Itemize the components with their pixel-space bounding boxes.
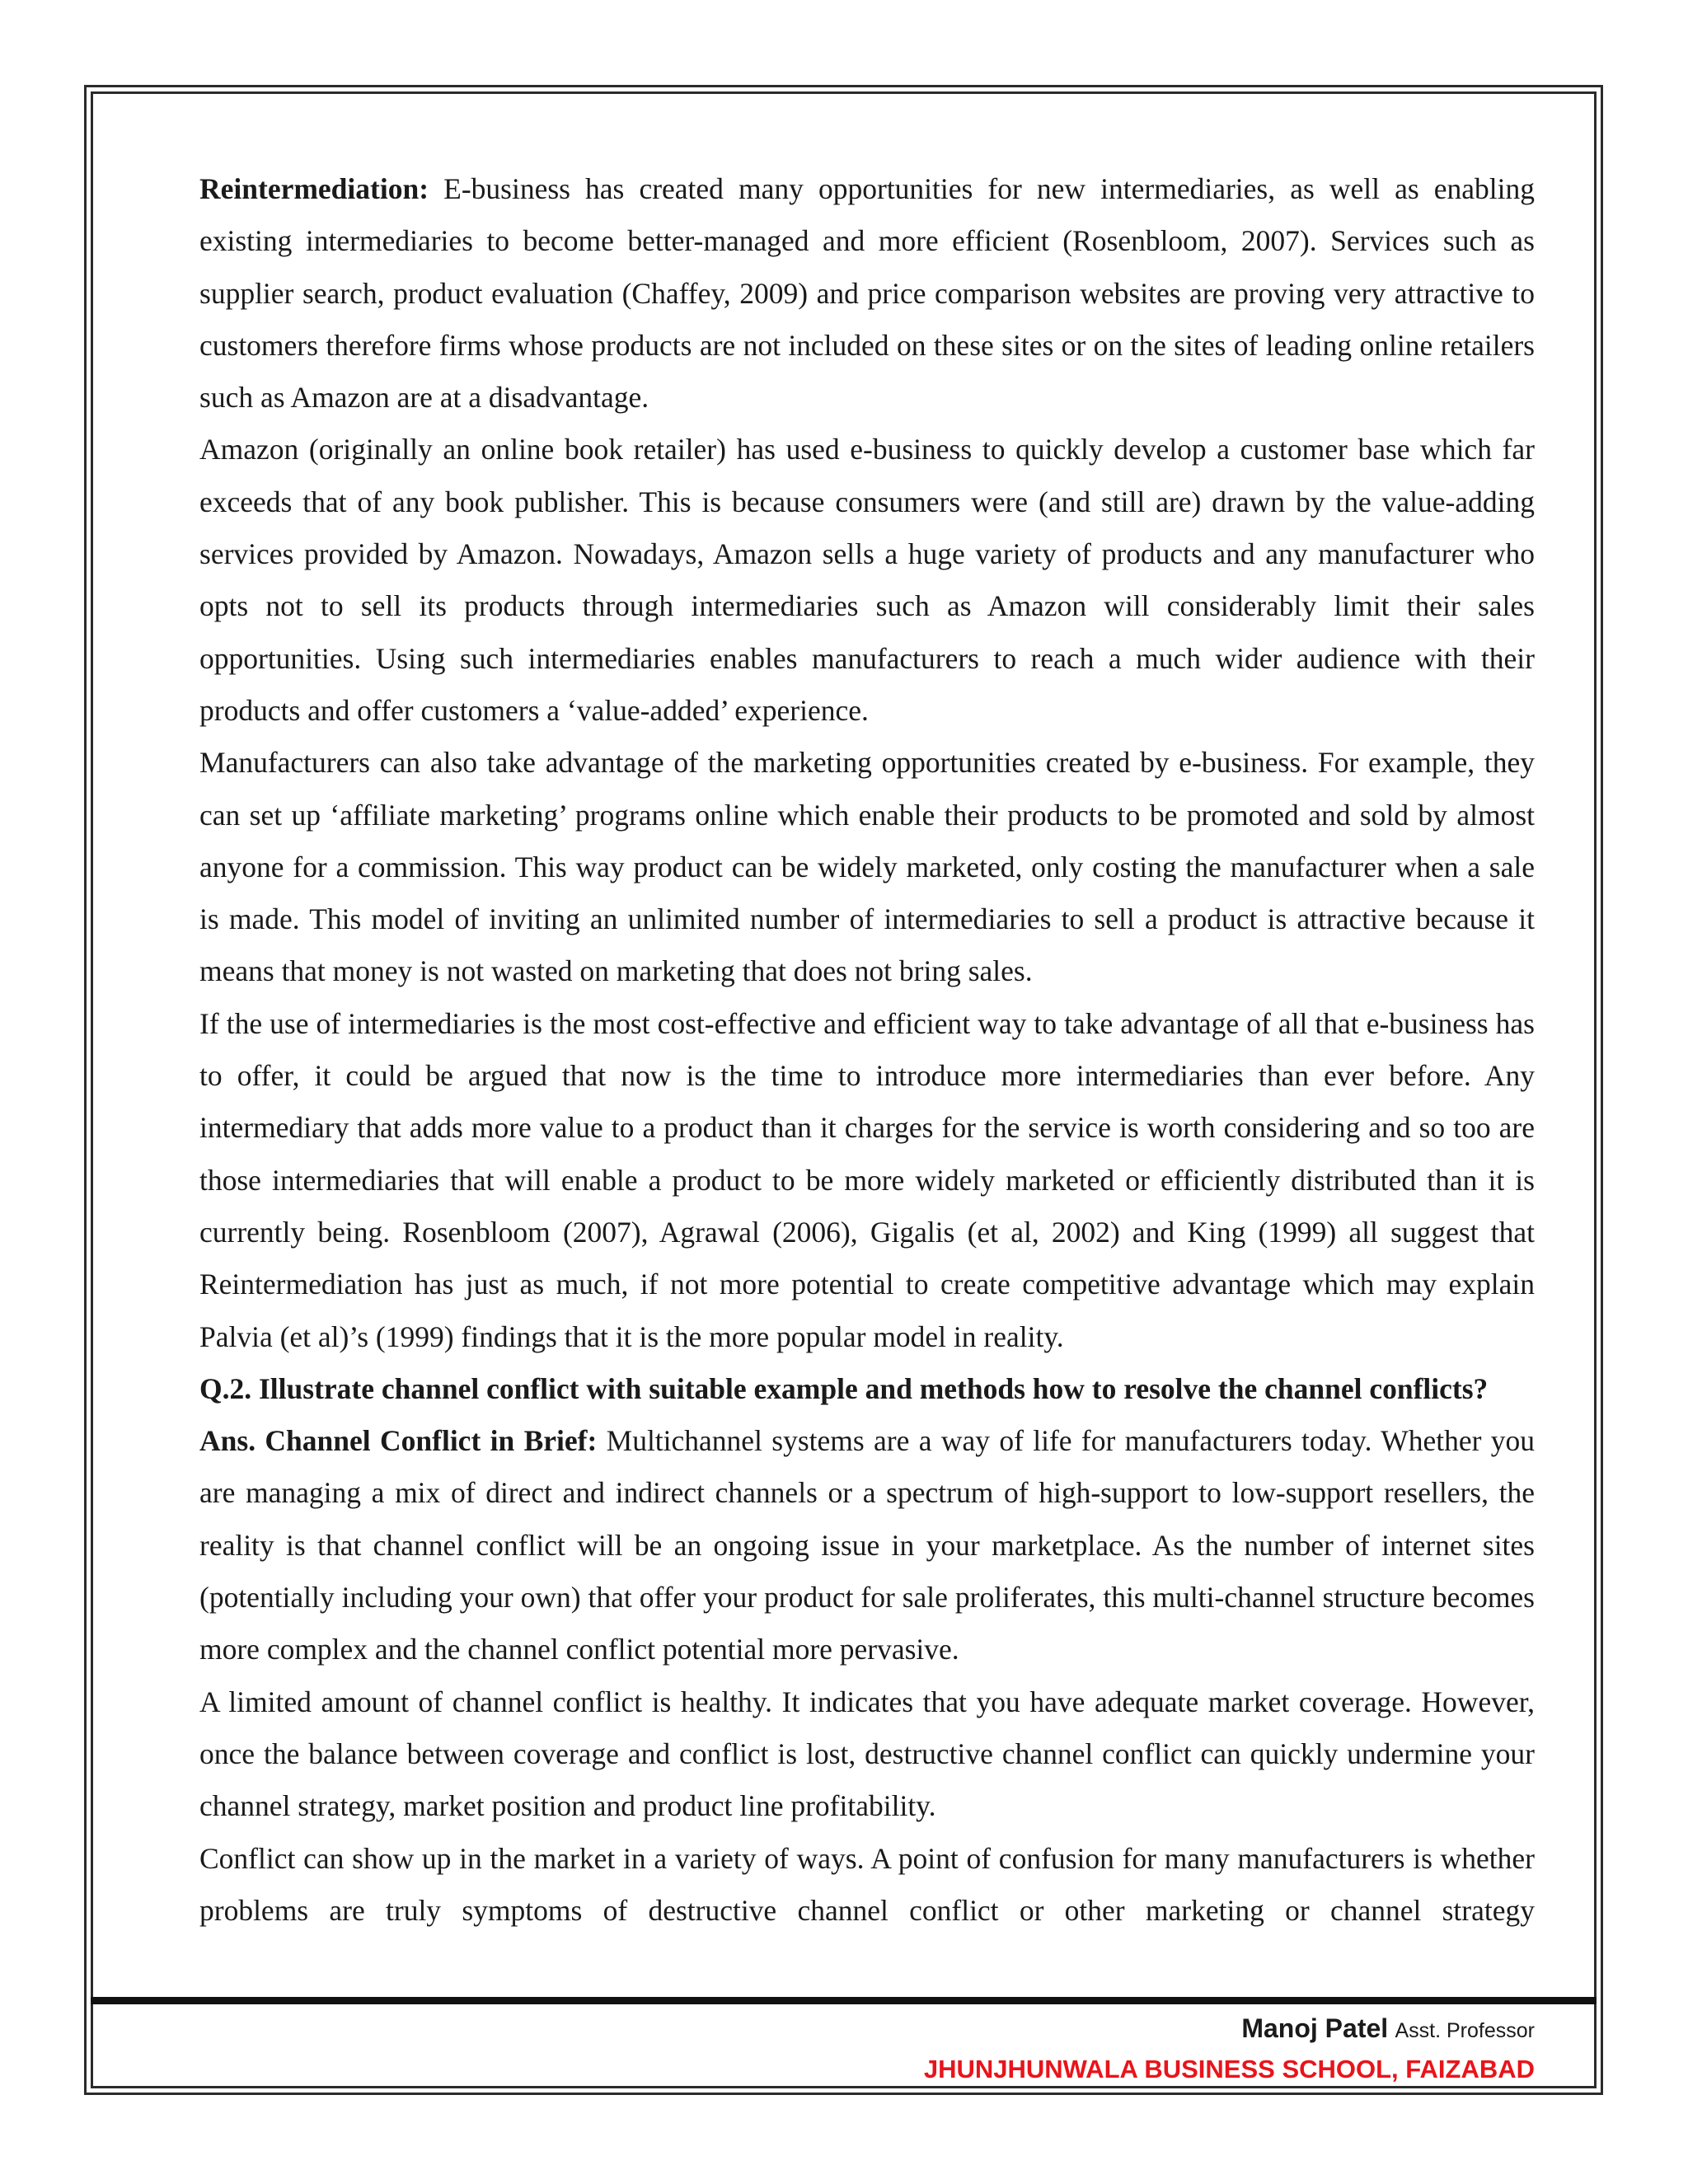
paragraph-text: A limited amount of channel conflict is healthy. It indicates that you have adequate market coverage. However, once the balance between coverage and conflict is lost, destructive channel conflict can quickly undermine your channel strategy, market position and product line profitability. [199,1685,1535,1823]
footer-author: Manoj Patel [1241,2013,1389,2043]
paragraph-limited-conflict [199,1676,1535,1833]
paragraph-text: Manufacturers can also take advantage of the marketing opportunities created by e-business. For example, they can set up ‘affiliate marketing’ programs online which enable their products to be promoted and sold by almost anyone for a commission. This way product can be widely marketed, only costing the manufacturer when a sale is made. This model of inviting an unlimited number of intermediaries to sell a product is attractive because it means that money is not wasted on marketing that does not bring sales. [199,746,1535,988]
paragraph-text: Conflict can show up in the market in a variety of ways. A point of confusion for many manufacturers is whether problems are truly symptoms of destructive channel conflict or other marketing or channel strategy [199,1841,1535,1927]
paragraph-reintermediation [199,163,1535,424]
paragraph-text: If the use of intermediaries is the most cost-effective and efficient way to take advantage of all that e-business has to offer, it could be argued that now is the time to introduce more intermediaries than ever before. Any intermediary that adds more value to a product than it charges for the service is worth considering and so too are those intermediaries that will enable a product to be more widely marketed or efficiently distributed than it is currently being. Rosenbloom (2007), Agrawal (2006), Gigalis (et al, 2002) and King (1999) all suggest that Reintermediation has just as much, if not more potential to create competitive advantage which may explain Palvia (et al)’s (1999) findings that it is the more popular model in reality. [199,1006,1535,1353]
paragraph-amazon [199,424,1535,737]
paragraph-answer [199,1415,1535,1675]
paragraph-text: E-business has created many opportunities for new intermediaries, as well as enabling existing intermediaries to become better-managed and more efficient (Rosenbloom, 2007). Services such as supplier search, product evaluation (Chaffey, 2009) and price comparison websites are proving very attractive to customers therefore firms whose products are not included on these sites or on the sites of leading online retailers such as Amazon are at a disadvantage. [199,172,1535,415]
footer-role: Asst. Professor [1395,2019,1535,2042]
question-heading [199,1363,1535,1415]
paragraph-intermediaries [199,998,1535,1363]
paragraph-conflict-symptoms [199,1833,1535,1938]
footer-author-line [924,2008,1535,2051]
paragraph-text: Amazon (originally an online book retailer) has used e-business to quickly develop a customer base which far exceeds that of any book publisher. This is because consumers were (and still are) drawn by the value-adding services provided by Amazon. Nowadays, Amazon sells a huge variety of products and any manufacturer who opts not to sell its products through intermediaries such as Amazon will considerably limit their sales opportunities. Using such intermediaries enables manufacturers to reach a much wider audience with their products and offer customers a ‘value-added’ experience. [199,433,1535,727]
paragraph-text: Multichannel systems are a way of life for manufacturers today. Whether you are managing a mix of direct and indirect channels or a spectrum of high-support to low-support resellers, the reality is that channel conflict will be an ongoing issue in your marketplace. As the number of internet sites (potentially including your own) that offer your product for sale proliferates, this multi-channel structure becomes more complex and the channel conflict potential more pervasive. [199,1424,1535,1666]
page-footer [924,2008,1535,2088]
footer-rule [91,1997,1597,2004]
question-text: Q.2. Illustrate channel conflict with suitable example and methods how to resolve the channel conflicts? [199,1371,1489,1405]
paragraph-lead: Ans. Channel Conflict in Brief: [199,1424,598,1458]
document-body [199,163,1535,1937]
paragraph-lead: Reintermediation: [199,172,429,205]
footer-school: JHUNJHUNWALA BUSINESS SCHOOL, FAIZABAD [923,2055,1535,2083]
paragraph-manufacturers [199,737,1535,997]
